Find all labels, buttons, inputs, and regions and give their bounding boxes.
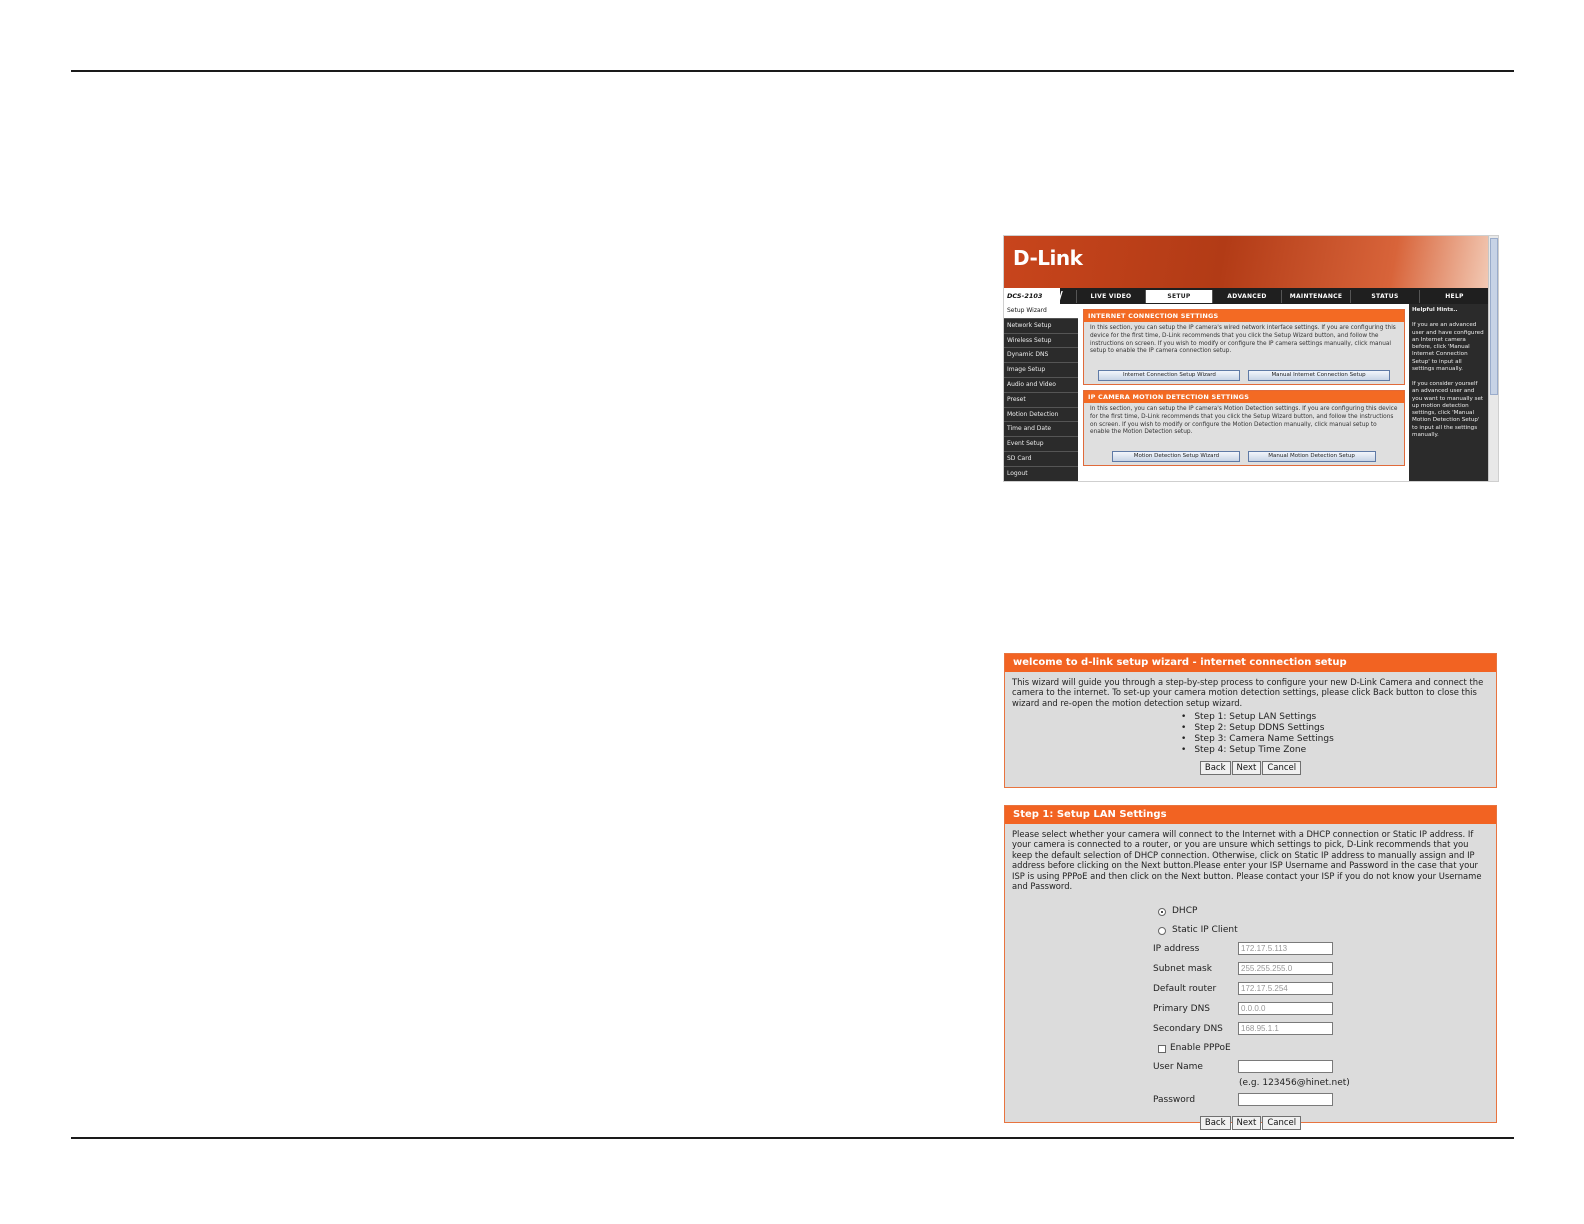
primary-dns-label: Primary DNS [1153,1004,1211,1014]
step-list [1181,712,1496,756]
list-item: • Step 4: Setup Time Zone [1181,745,1496,756]
dhcp-radio[interactable] [1158,908,1166,916]
sidebar-item-preset[interactable]: Preset [1004,393,1078,408]
enable-pppoe-label: Enable PPPoE [1170,1043,1231,1053]
static-ip-label: Static IP Client [1172,925,1238,935]
tab-advanced[interactable]: ADVANCED [1212,290,1281,303]
motion-detection-panel [1083,390,1405,466]
hints-paragraph: If you consider yourself an advanced user and you want to manually set up motion detection settings, click 'Manual Motion Detection Setup' to input all the settings manually. [1412,381,1484,438]
step1-text: Please select whether your camera will connect to the Internet with a DHCP connection or Static IP address. If your camera is connected to a router, or you are unsure which settings to pick, D-Link recommends that you keep the default selection of DHCP connection. Otherwise, click on Static IP address to manually assign and IP address before clicking on the Next button.Please enter your ISP Username and Password in the case that your ISP is using PPPoE and then click on the Next button. Please contact your ISP if you do not know your Username and Password. [1012,829,1482,892]
username-example: (e.g. 123456@hinet.net) [1239,1078,1350,1088]
lan-settings-form [1005,904,1496,1128]
list-item: • Step 1: Setup LAN Settings [1181,712,1496,723]
subnet-mask-input[interactable] [1238,962,1333,975]
sidebar-item-setup-wizard[interactable]: Setup Wizard [1004,304,1078,319]
setup-content [1078,304,1409,481]
wizard-text: This wizard will guide you through a step-by-step process to configure your new D-Link Camera and connect the camera to the internet. To set-up your camera motion detection settings, please click Back button to close this wizard and re-open the motion detection setup wizard. [1012,677,1484,708]
sidebar-item-time-date[interactable]: Time and Date [1004,422,1078,437]
sidebar-item-event-setup[interactable]: Event Setup [1004,437,1078,452]
default-router-label: Default router [1153,984,1217,994]
tab-setup[interactable]: SETUP [1145,290,1212,303]
secondary-dns-label: Secondary DNS [1153,1024,1223,1034]
sidebar-menu [1004,304,1078,481]
header-banner [1004,236,1488,288]
top-rule [71,70,1514,72]
tab-status[interactable]: STATUS [1350,290,1419,303]
back-button[interactable]: Back [1200,1116,1231,1130]
panel-text: In this section, you can setup the IP camera's Motion Detection settings. If you are configuring this device for the first time, D-Link recommends that you click the Setup Wizard button, and follow the instructions on screen. If you wish to modify or configure the Motion Detection manually, click manual setup to enable the Motion Detection setup. [1090,406,1398,436]
button-row [1005,1116,1496,1130]
user-name-input[interactable] [1238,1060,1333,1073]
hints-paragraph: If you are an advanced user and have configured an Internet camera before, click 'Manual Internet Connection Setup' to input all settings manually. [1412,322,1484,372]
sidebar-item-wireless-setup[interactable]: Wireless Setup [1004,334,1078,349]
enable-pppoe-checkbox[interactable] [1158,1045,1166,1053]
tab-live-video[interactable]: LIVE VIDEO [1076,290,1145,303]
secondary-dns-input[interactable] [1238,1022,1333,1035]
static-ip-radio[interactable] [1158,927,1166,935]
back-button[interactable]: Back [1200,761,1231,775]
dhcp-label: DHCP [1172,906,1198,916]
panel-title: IP CAMERA MOTION DETECTION SETTINGS [1084,391,1404,403]
vertical-scrollbar[interactable] [1488,236,1498,481]
tab-maintenance[interactable]: MAINTENANCE [1281,290,1350,303]
bottom-rule [71,1137,1514,1139]
setup-page-screenshot [1003,235,1499,482]
wizard-title: welcome to d-link setup wizard - internet connection setup [1005,654,1496,672]
slash-decoration: // [1054,289,1063,303]
cancel-button[interactable]: Cancel [1262,1116,1301,1130]
scrollbar-thumb[interactable] [1490,238,1498,395]
model-label: DCS-2103 [1004,288,1060,304]
sidebar-item-motion-detection[interactable]: Motion Detection [1004,408,1078,423]
sidebar-item-logout[interactable]: Logout [1004,467,1078,482]
list-item: • Step 3: Camera Name Settings [1181,734,1496,745]
internet-connection-panel [1083,309,1405,385]
welcome-wizard-panel [1004,653,1497,788]
sidebar-item-dynamic-dns[interactable]: Dynamic DNS [1004,348,1078,363]
next-button[interactable]: Next [1232,1116,1262,1130]
helpful-hints [1409,304,1488,481]
primary-dns-input[interactable] [1238,1002,1333,1015]
motion-wizard-button[interactable]: Motion Detection Setup Wizard [1112,451,1240,462]
tab-bar [1004,288,1488,304]
manual-motion-button[interactable]: Manual Motion Detection Setup [1248,451,1376,462]
tab-help[interactable]: HELP [1419,290,1489,303]
sidebar-item-image-setup[interactable]: Image Setup [1004,363,1078,378]
button-row [1005,761,1496,775]
step1-lan-panel [1004,805,1497,1128]
sidebar-item-network-setup[interactable]: Network Setup [1004,319,1078,334]
next-button[interactable]: Next [1232,761,1262,775]
subnet-mask-label: Subnet mask [1153,964,1212,974]
ip-address-label: IP address [1153,944,1200,954]
step1-title: Step 1: Setup LAN Settings [1005,806,1496,824]
manual-internet-button[interactable]: Manual Internet Connection Setup [1248,370,1390,381]
dlink-logo: D-Link [1013,246,1083,270]
password-input[interactable] [1238,1093,1333,1106]
internet-wizard-button[interactable]: Internet Connection Setup Wizard [1098,370,1240,381]
password-label: Password [1153,1095,1196,1105]
ip-address-input[interactable] [1238,942,1333,955]
hints-title: Helpful Hints.. [1412,307,1458,313]
user-name-label: User Name [1153,1062,1203,1072]
cancel-button[interactable]: Cancel [1262,761,1301,775]
list-item: • Step 2: Setup DDNS Settings [1181,723,1496,734]
panel-title: INTERNET CONNECTION SETTINGS [1084,310,1404,322]
panel-text: In this section, you can setup the IP camera's wired network interface settings. If you are configuring this device for the first time, D-Link recommends that you click the Setup Wizard button, and follow the instructions on screen. If you wish to modify or configure the IP camera settings manually, click manual setup to enable the IP camera connection setup. [1090,325,1396,355]
sidebar-item-audio-video[interactable]: Audio and Video [1004,378,1078,393]
sidebar-item-sd-card[interactable]: SD Card [1004,452,1078,467]
default-router-input[interactable] [1238,982,1333,995]
